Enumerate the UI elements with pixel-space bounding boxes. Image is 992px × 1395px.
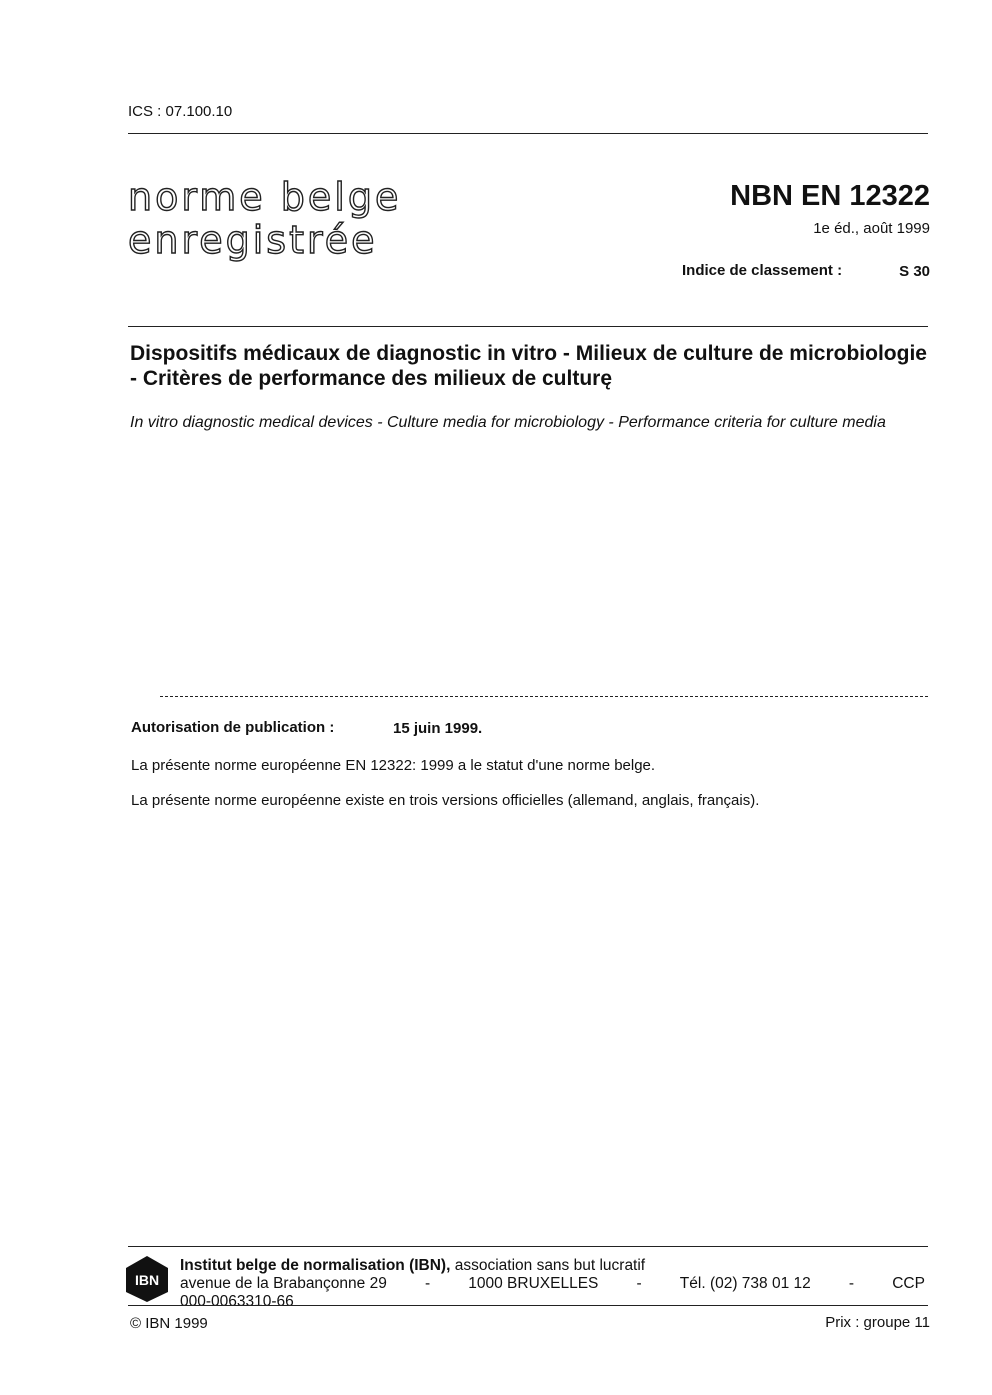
institute-line: [180, 1257, 925, 1275]
brand-title: [128, 176, 401, 262]
brand-line-2: enregistrée: [128, 218, 378, 262]
institute-info: [180, 1257, 925, 1311]
address-phone: Tél. (02) 738 01 12: [679, 1275, 811, 1292]
versions-paragraph: La présente norme européenne existe en trois versions officielles (allemand, anglais, français).: [131, 792, 760, 809]
address-street: avenue de la Brabançonne 29: [180, 1275, 387, 1292]
brand-line-1: norme belge: [128, 175, 402, 219]
publication-label: Autorisation de publication :: [131, 719, 335, 736]
address-line: [180, 1275, 925, 1293]
address-sep-3: -: [848, 1275, 855, 1292]
account-number: 000-0063310-66: [180, 1293, 294, 1310]
price-group: Prix : groupe 11: [825, 1314, 930, 1331]
institute-name: Institut belge de normalisation (IBN),: [180, 1257, 451, 1274]
english-title: In vitro diagnostic medical devices - Culture media for microbiology - Performance criteria for culture media: [130, 414, 886, 431]
edition: 1e éd., août 1999: [813, 220, 930, 237]
classification-label: Indice de classement :: [682, 262, 843, 279]
institute-description: association sans but lucratif: [450, 1257, 646, 1274]
logo-text: IBN: [134, 1272, 160, 1288]
ibn-logo: [124, 1254, 170, 1304]
ics-code: ICS : 07.100.10: [128, 103, 233, 120]
publication-date: 15 juin 1999.: [393, 720, 483, 737]
french-title: Dispositifs médicaux de diagnostic in vitro - Milieux de culture de microbiologie - Critères de performance des milieux de culturę: [130, 342, 927, 390]
address-sep-2: -: [636, 1275, 642, 1292]
standard-number: NBN EN 12322: [730, 180, 930, 212]
publication-divider: [160, 696, 928, 697]
title-divider: [128, 326, 928, 327]
copyright: © IBN 1999: [130, 1315, 208, 1332]
address-ccp: CCP: [892, 1275, 925, 1292]
footer-divider-top: [128, 1246, 928, 1247]
status-paragraph: La présente norme européenne EN 12322: 1999 a le statut d'une norme belge.: [131, 757, 656, 774]
address-city: 1000 BRUXELLES: [468, 1275, 599, 1292]
top-divider: [128, 133, 928, 134]
footer-divider-bottom: [128, 1305, 928, 1306]
address-sep-1: -: [424, 1275, 431, 1292]
classification-value: S 30: [899, 263, 930, 280]
